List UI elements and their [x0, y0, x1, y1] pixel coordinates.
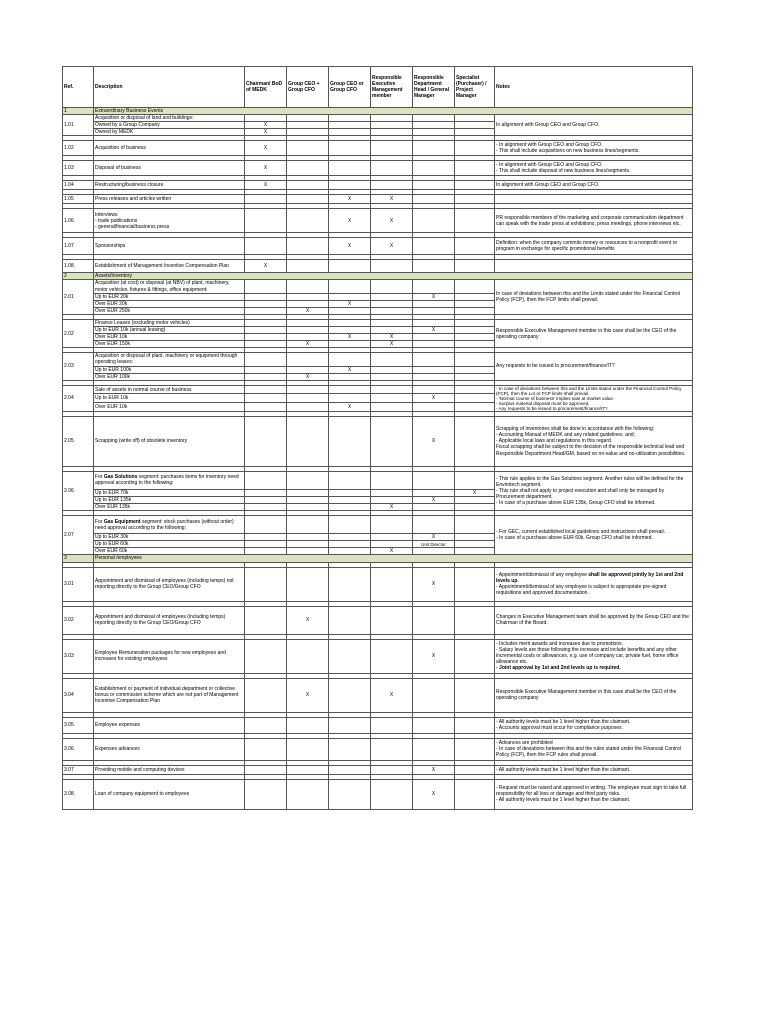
table-row: [63, 385, 693, 394]
row-ref: 3.08: [63, 779, 94, 809]
section-title: Assets/Inventory: [94, 273, 693, 280]
approval-mark: X: [371, 678, 413, 712]
approval-mark: X: [329, 238, 371, 255]
row-notes: Responsible Executive Management member in this case shall be the CEO of the operating company: [495, 678, 693, 712]
approval-mark: X: [245, 181, 287, 190]
row-ref: 3.05: [63, 717, 94, 733]
row-notes: - In case of deviations between this and the Limits stated under the Financial Control Policy (FCP), then the LoI or FCP limits shall prevail. - 'Normal course of business' implies sale at market value. - Surplus material disposal must be approved. - Any requests to be issued to procurement/finance/IT?: [495, 385, 693, 411]
description-header: Description: [94, 67, 245, 108]
row-description: Over EUR 150k: [94, 341, 245, 348]
table-row: [63, 765, 693, 774]
row-notes: Definition: when the company commits money or resources to a nonprofit event or program in exchange for specific promotional benefits: [495, 238, 693, 255]
row-notes: Responsible Executive Management member in this case shall be the CEO of the operating company: [495, 319, 693, 347]
table-row: [63, 567, 693, 601]
approval-mark: X: [287, 307, 329, 314]
row-notes: - Request must be raised and approved in writing. The employee must sign to take full responsibility for all loss or damage and third party risks. - All authority levels must be 1 level higher than the claimant.: [495, 779, 693, 809]
approval-mark: X: [455, 489, 495, 496]
row-ref: 3.01: [63, 567, 94, 601]
table-row: [63, 319, 693, 326]
row-notes: - This rule applies to the Gas Solutions segment. Another rules will be defined for the Envirotech segment. - This rule shall not apply to project execution and shall only be managed by Procurement department. - In case of a purchase above EUR 135k, Group CFO shall be informed.: [495, 471, 693, 510]
row-description: For Gas Solutions segment: purchases items for inventory need approval according to the following:: [94, 471, 245, 489]
row-ref: 1.03: [63, 161, 94, 176]
row-notes: In case of deviations between this and the Limits stated under the Financial Control Policy (FCP), then the FCP limits shall prevail.: [495, 280, 693, 314]
row-notes: In alignment with Group CEO and Group CFO.: [495, 115, 693, 136]
approval-mark: X: [413, 779, 455, 809]
approval-mark: X: [413, 639, 455, 673]
row-description: Up to EUR 30k: [94, 534, 245, 541]
row-notes: In alignment with Group CEO and Group CFO.: [495, 181, 693, 190]
approval-mark: X: [287, 606, 329, 634]
row-notes: Changes in Executive Management team shall be approved by the Group CEO and the Chairman of the Board.: [495, 606, 693, 634]
table-row: [63, 779, 693, 809]
row-description: Restructuring/business closure: [94, 181, 245, 190]
row-description: Press releases and articles written: [94, 195, 245, 204]
table-row: [63, 606, 693, 634]
unit-director-label: Unit Director: [413, 541, 455, 548]
row-notes: PR responsible members of the marketing and corporate communication department can speak with the trade press at exhibitions, press meetings, phone interviews etc.: [495, 209, 693, 233]
table-row: [63, 238, 693, 255]
approval-mark: X: [329, 209, 371, 233]
row-notes: - All authority levels must be 1 level higher than the claimant.: [495, 765, 693, 774]
table-row: [63, 639, 693, 673]
row-ref: 2.05: [63, 416, 94, 466]
row-description: Establishment of Management Incentive Compensation Plan: [94, 260, 245, 273]
group-ceo-cfo-header: Group CEO + Group CFO: [287, 67, 329, 108]
row-description: Establishment or payment of individual department or collective bonus or commission scheme which are not part of Management Incentive Compensation Plan: [94, 678, 245, 712]
approval-mark: X: [245, 122, 287, 129]
row-description: Up to EUR 60k: [94, 541, 245, 548]
approval-mark: X: [245, 141, 287, 156]
row-description: Scrapping (write off) of obsolete inventory: [94, 416, 245, 466]
specialist-header: Specialist (Purchaser) / Project Manager: [455, 67, 495, 108]
table-row: [63, 516, 693, 534]
table-row: [63, 161, 693, 176]
approval-mark: X: [245, 161, 287, 176]
table-row: [63, 195, 693, 204]
approval-mark: X: [371, 334, 413, 341]
row-description: Appointment and dismissal of employees (including temps) reporting directly to the Group CEO/Group CFO: [94, 606, 245, 634]
section-row: [63, 555, 693, 562]
row-notes: - Includes merit awards and increases due to promotions. - Salary levels are those following the increase and include benefits and any other incremental costs or allowances, e.g. use of company car, private fuel, home office allowance etc. - Joint approval by 1st and 2nd levels up is required.: [495, 639, 693, 673]
row-description: Acquisition (at cost) or disposal (at NBV) of plant, machinery, motor vehicles, fixtures & fittings, office equipment:: [94, 280, 245, 293]
section-row: [63, 273, 693, 280]
row-ref: 1.08: [63, 260, 94, 273]
row-description: Up to EUR 70k: [94, 489, 245, 496]
approval-mark: X: [245, 260, 287, 273]
row-description: For Gas Equipment segment: stock purchases (without order) need approval according to the following:: [94, 516, 245, 534]
row-ref: 3.04: [63, 678, 94, 712]
row-description: Interviews - trade publications - general/financial/business press: [94, 209, 245, 233]
approval-matrix-table: [62, 66, 693, 810]
notes-header: Notes: [495, 67, 693, 108]
row-ref: 2.06: [63, 471, 94, 510]
row-description: Employee expenses: [94, 717, 245, 733]
approval-mark: X: [329, 366, 371, 373]
approval-mark: X: [413, 567, 455, 601]
row-description: Over EUR 100k: [94, 373, 245, 380]
resp-exec-header: Responsible Executive Management member: [371, 67, 413, 108]
ref-header: Ref.: [63, 67, 94, 108]
row-notes: - Advances are prohibited - In case of deviations between this and the rules stated under the Financial Control Policy (FCP), then the FCP rules shall prevail.: [495, 738, 693, 760]
row-description: Owned by MEDK: [94, 129, 245, 136]
row-ref: 3.02: [63, 606, 94, 634]
row-description: Acquisition of business: [94, 141, 245, 156]
approval-mark: X: [371, 548, 413, 555]
row-description: Appointment and dismissal of employees (including temps) not reporting directly to the Group CEO/Group CFO: [94, 567, 245, 601]
approval-mark: X: [371, 504, 413, 511]
row-description: Up to EUR 135k: [94, 497, 245, 504]
row-notes: - In alignment with Group CEO and Group CFO. - This shall include acquisitions on new business lines/segments.: [495, 141, 693, 156]
row-ref: 3.06: [63, 738, 94, 760]
table-row: [63, 416, 693, 466]
approval-mark: X: [287, 678, 329, 712]
row-description: Over EUR 20k: [94, 300, 245, 307]
row-ref: 2.04: [63, 385, 94, 411]
approval-mark: X: [413, 394, 455, 403]
section-row: [63, 108, 693, 115]
approval-mark: X: [329, 334, 371, 341]
section-title: Extraordinary Business Events: [94, 108, 693, 115]
chairman-header: Chairman/ BoD of MEDK: [245, 67, 287, 108]
row-ref: 3.03: [63, 639, 94, 673]
approval-mark: X: [287, 341, 329, 348]
row-description: Expenses advances: [94, 738, 245, 760]
table-row: [63, 209, 693, 233]
approval-mark: X: [413, 765, 455, 774]
approval-mark: X: [245, 129, 287, 136]
table-row: [63, 181, 693, 190]
approval-mark: X: [413, 416, 455, 466]
row-notes: - Appointment/dismissal of any employee shall be approved jointly by 1st and 2nd levels up. - Appointment/dismissal of any employee is subject to appropriate pre-signed requisitions and approved documentation.: [495, 567, 693, 601]
row-description: Sale of assets in normal course of business: [94, 385, 245, 394]
row-notes: Any requests to be issued to procurement/finance/IT?: [495, 353, 693, 380]
approval-mark: X: [413, 534, 455, 541]
row-ref: 1.01: [63, 115, 94, 136]
row-description: Up to EUR 20k: [94, 293, 245, 300]
row-description: Owned by a Group Company: [94, 122, 245, 129]
approval-mark: X: [287, 373, 329, 380]
row-description: Disposal of business: [94, 161, 245, 176]
row-notes: Scrapping of inventories shall be done in accordance with the following: - Accounting Manual of MEDK and any related guidelines. and; - Applicable local laws and regulations in this regard. Fiscal scrapping shall be subject to the decision of the responsible technical lead and Responsible Department Head/GM, based on no-value and no-utilization possibilities.: [495, 416, 693, 466]
row-ref: 1.02: [63, 141, 94, 156]
row-ref: 1.07: [63, 238, 94, 255]
row-description: Over EUR 250k: [94, 307, 245, 314]
row-description: Up to EUR 100k: [94, 366, 245, 373]
approval-mark: X: [329, 195, 371, 204]
row-ref: 1.04: [63, 181, 94, 190]
row-description: Loan of company equipment to employees: [94, 779, 245, 809]
row-ref: 3.07: [63, 765, 94, 774]
table-row: [63, 280, 693, 293]
row-ref: 1.06: [63, 209, 94, 233]
section-ref: 2: [63, 273, 94, 280]
row-description: Sponsorships: [94, 238, 245, 255]
row-description: Over EUR 10k: [94, 334, 245, 341]
table-row: [63, 738, 693, 760]
approval-mark: X: [371, 195, 413, 204]
row-description: Employee Remuneration packages for new employees and increases for existing employees: [94, 639, 245, 673]
table-row: [63, 678, 693, 712]
table-row: [63, 717, 693, 733]
table-row: [63, 260, 693, 273]
header-row: [63, 67, 693, 108]
row-description: Acquisition or disposal of land and buildings:: [94, 115, 245, 122]
row-description: Over EUR 10k: [94, 403, 245, 412]
row-description: Up to EUR 10k: [94, 394, 245, 403]
row-description: Over EUR 60k: [94, 548, 245, 555]
approval-mark: X: [371, 238, 413, 255]
row-ref: 1.05: [63, 195, 94, 204]
table-row: [63, 353, 693, 366]
section-title: Personal /employees: [94, 555, 693, 562]
approval-mark: X: [329, 300, 371, 307]
approval-mark: X: [413, 293, 455, 300]
row-description: Acquisition or disposal of plant, machinery or equipment through operating leases:: [94, 353, 245, 366]
resp-dept-header: Responsible Department Head / General Manager: [413, 67, 455, 108]
approval-mark: X: [371, 209, 413, 233]
table-row: [63, 115, 693, 122]
approval-mark: X: [371, 341, 413, 348]
row-notes: - All authority levels must be 1 level higher than the claimant. - Accounts approval must occur for compliance purposes.: [495, 717, 693, 733]
row-ref: 2.03: [63, 353, 94, 380]
row-description: Providing mobile and computing devices: [94, 765, 245, 774]
row-description: Up to EUR 10k (annual leasing): [94, 327, 245, 334]
row-description: Over EUR 135k: [94, 504, 245, 511]
table-row: [63, 471, 693, 489]
approval-mark: X: [413, 327, 455, 334]
row-ref: 2.01: [63, 280, 94, 314]
row-notes: - In alignment with Group CEO and Group CFO. - This shall include disposal of new business lines/segments.: [495, 161, 693, 176]
table-row: [63, 141, 693, 156]
row-notes: - For GEC, current established local guidelines and instructions shall prevail. - In case of a purchase above EUR 60k, Group CFO shall be informed.: [495, 516, 693, 555]
group-ceo-or-cfo-header: Group CEO or Group CFO: [329, 67, 371, 108]
section-ref: 1: [63, 108, 94, 115]
row-description: Finance Leases (excluding motor vehicles): [94, 319, 245, 326]
row-ref: 2.02: [63, 319, 94, 347]
approval-mark: X: [413, 497, 455, 504]
section-ref: 3: [63, 555, 94, 562]
approval-mark: X: [329, 403, 371, 412]
row-ref: 2.07: [63, 516, 94, 555]
